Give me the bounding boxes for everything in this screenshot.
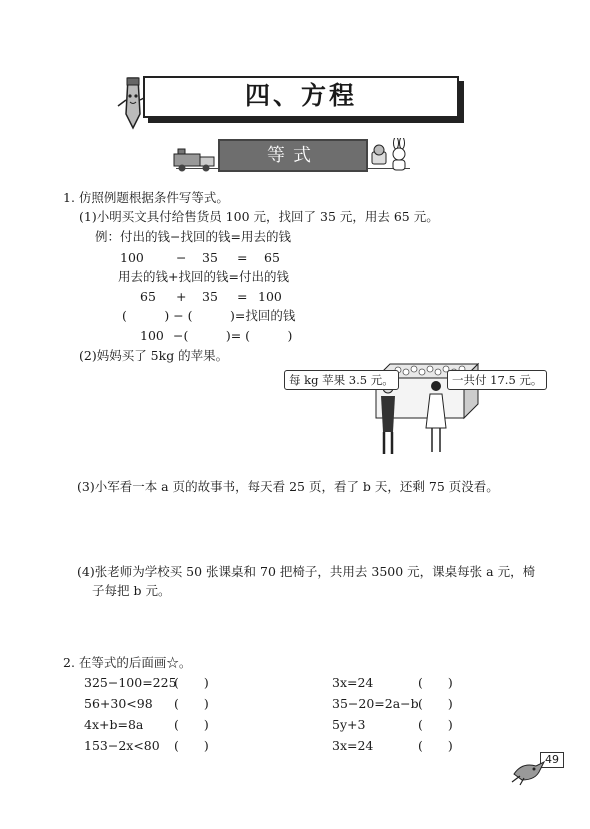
q2-left-paren-4: ( ) [174, 738, 209, 753]
eq2-c: 100 [258, 289, 282, 304]
q2-right-expr-1: 3x=24 [332, 675, 374, 690]
price-bubble: 每 kg 苹果 3.5 元。 [284, 370, 399, 390]
blank-line-2-rest: −( )= ( ) [173, 328, 293, 343]
q1-sub1-text: (1)小明买文具付给售货员 100 元，找回了 35 元，用去 65 元。 [79, 209, 439, 224]
q2-right-paren-3: ( ) [418, 717, 453, 732]
q1-sub3-text: (3)小军看一本 a 页的故事书，每天看 25 页，看了 b 天，还剩 75 页没看。 [77, 479, 499, 494]
q2-right-expr-4: 3x=24 [332, 738, 374, 753]
example-label-2: 用去的钱+找回的钱=付出的钱 [118, 269, 289, 284]
total-paid-bubble: 一共付 17.5 元。 [447, 370, 547, 390]
eq1-c: 65 [264, 250, 280, 265]
bird-mascot-icon [510, 756, 550, 786]
q1-sub2-text: (2)妈妈买了 5kg 的苹果。 [79, 348, 229, 363]
toy-truck-icon [172, 148, 218, 174]
chapter-title: 四、方程 [244, 81, 357, 110]
blank-line-1: ( ) − ( )=找回的钱 [122, 308, 296, 323]
q2-right-paren-2: ( ) [418, 696, 453, 711]
example-label: 例：付出的钱−找回的钱=用去的钱 [95, 229, 291, 244]
q1-sub4-line2: 子每把 b 元。 [92, 583, 171, 598]
page-number: 49 [540, 752, 564, 768]
eq2-b: 35 [202, 289, 218, 304]
blank-line-2-a: 100 [140, 328, 164, 343]
q1-heading: 1. 仿照例题根据条件写等式。 [63, 190, 229, 205]
eq2-eq: = [237, 289, 248, 304]
q1-sub4-line1: (4)张老师为学校买 50 张课桌和 70 把椅子，共用去 3500 元，课桌每张 a 元，椅 [77, 564, 536, 579]
q2-right-expr-3: 5y+3 [332, 717, 366, 732]
q2-right-paren-1: ( ) [418, 675, 453, 690]
eq1-op: − [176, 250, 187, 265]
eq2-a: 65 [140, 289, 156, 304]
q2-right-expr-2: 35−20=2a−b [332, 696, 419, 711]
eq2-op: + [176, 289, 187, 304]
eq1-a: 100 [120, 250, 144, 265]
q2-left-expr-1: 325−100=225 [84, 675, 177, 690]
eq1-b: 35 [202, 250, 218, 265]
section-banner: 等式 [218, 139, 368, 172]
q2-heading: 2. 在等式的后面画☆。 [63, 655, 192, 670]
eq1-eq: = [237, 250, 248, 265]
q2-left-expr-4: 153−2x<80 [84, 738, 160, 753]
q2-right-paren-4: ( ) [418, 738, 453, 753]
q2-left-paren-3: ( ) [174, 717, 209, 732]
q2-left-expr-2: 56+30<98 [84, 696, 153, 711]
bunny-robot-icon [368, 138, 412, 174]
q2-left-paren-2: ( ) [174, 696, 209, 711]
q2-left-paren-1: ( ) [174, 675, 209, 690]
q2-left-expr-3: 4x+b=8a [84, 717, 144, 732]
